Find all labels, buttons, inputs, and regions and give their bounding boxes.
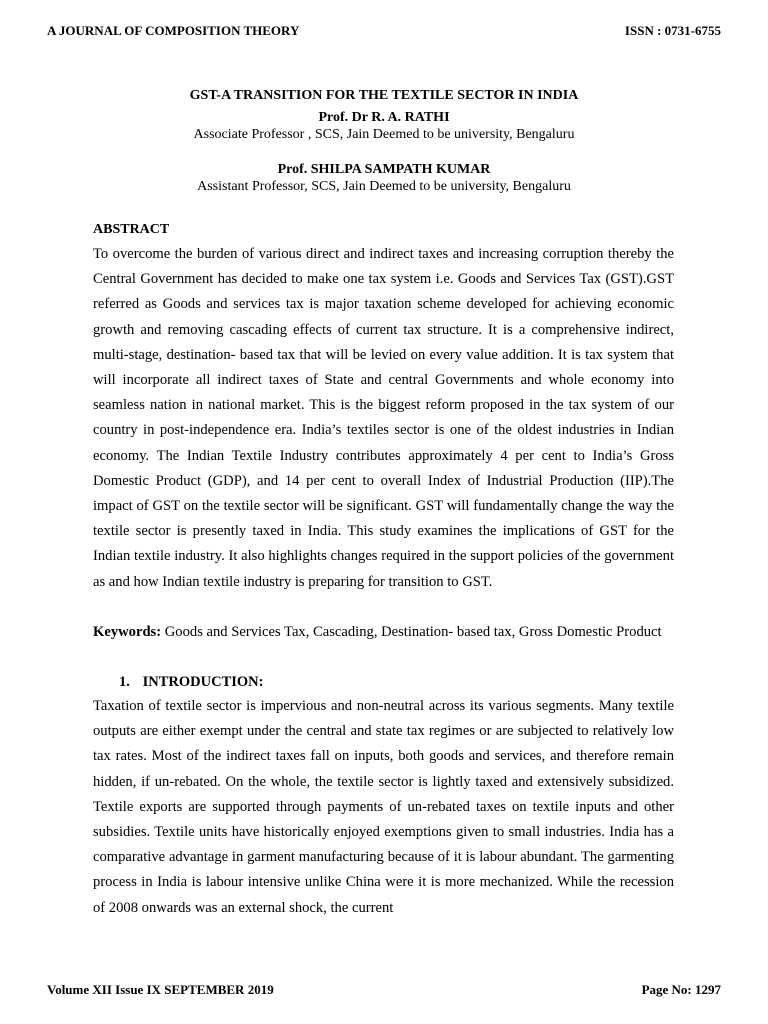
keywords-label: Keywords:: [93, 624, 162, 640]
introduction-heading: [119, 674, 263, 691]
paper-title: GST-A TRANSITION FOR THE TEXTILE SECTOR IN INDIA: [189, 88, 579, 103]
keywords: [93, 620, 674, 645]
introduction-title: INTRODUCTION:: [142, 674, 264, 690]
issn: ISSN : 0731-6755: [624, 23, 721, 38]
introduction-text: Taxation of textile sector is impervious and non-neutral across its various segments. Many textile outputs are either exempt under the central and state tax regimes or are subjected to relatively low tax rates. Most of the indirect taxes fall on inputs, both goods and services, and therefore remain hidden, if un-rebated. On the whole, the textile sector is lightly taxed and extensively subsidized. Textile exports are supported through payments of un-rebated taxes on textile inputs and other subsidies. Textile units have historically enjoyed exemptions given to small industries. India has a comparative advantage in garment manufacturing because of it is labour abundant. The garmenting process in India is labour intensive unlike China were it is more mechanized. While the recession of 2008 onwards was an external shock, the current: [93, 698, 674, 916]
journal-title: A JOURNAL OF COMPOSITION THEORY: [47, 23, 300, 38]
page-number: Page No: 1297: [641, 982, 721, 997]
abstract-heading: ABSTRACT: [93, 222, 170, 237]
author-2-affiliation: Assistant Professor, SCS, Jain Deemed to be university, Bengaluru: [197, 179, 571, 194]
section-number: 1.: [119, 674, 130, 690]
author-2-name: Prof. SHILPA SAMPATH KUMAR: [277, 162, 491, 177]
author-1-name: Prof. Dr R. A. RATHI: [318, 110, 450, 125]
author-1-affiliation: Associate Professor , SCS, Jain Deemed to be university, Bengaluru: [193, 127, 575, 142]
abstract-text: To overcome the burden of various direct and indirect taxes and increasing corruption thereby the Central Government has decided to make one tax system i.e. Goods and Services Tax (GST).GST referred as Goods and services tax is major taxation scheme developed for achieving economic growth and removing cascading effects of current tax structure. It is a comprehensive indirect, multi-stage, destination- based tax that will be levied on every value addition. It is tax system that will incorporate all indirect taxes of State and central Governments and whole economy into seamless nation in national market. This is the biggest reform proposed in the tax system of our country in post-independence era. India’s textiles sector is one of the oldest industries in Indian economy. The Indian Textile Industry contributes approximately 4 per cent to India’s Gross Domestic Product (GDP), and 14 per cent to overall Index of Industrial Production (IIP).The impact of GST on the textile sector will be significant. GST will fundamentally change the way the textile sector is presently taxed in India. This study examines the implications of GST for the Indian textile industry. It also highlights changes required in the support policies of the government as and how Indian textile industry is preparing for transition to GST.: [93, 246, 674, 590]
keywords-text: Goods and Services Tax, Cascading, Destination- based tax, Gross Domestic Product: [161, 624, 662, 640]
issue-info: Volume XII Issue IX SEPTEMBER 2019: [47, 982, 274, 997]
